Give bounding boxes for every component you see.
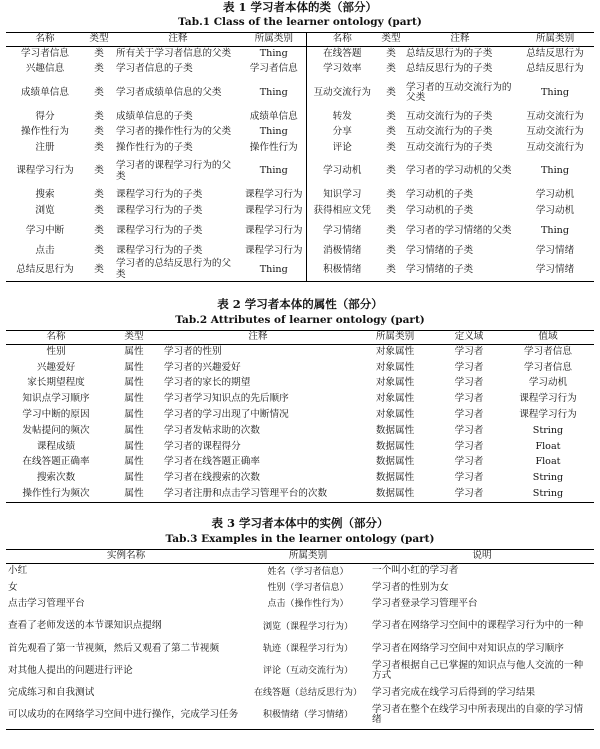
table3-cell: 评论（互动交流行为） (262, 666, 353, 677)
table2-col-header: 值域 (502, 331, 594, 345)
table2-cell: 学习者信息 (524, 346, 572, 358)
table1-cell: 类 (386, 245, 396, 257)
table1-cell: 类 (94, 141, 104, 153)
table3-cell: 轨迹（课程学习行为） (262, 643, 353, 654)
table1-cell: 课程学习行为 (242, 188, 306, 204)
table1-row (6, 46, 594, 62)
table1-cell: 学习效率 (323, 63, 362, 75)
table3-header (6, 550, 594, 564)
table1-cell: 类 (386, 126, 396, 138)
table1-cell: 类 (94, 245, 104, 257)
table2-cell: 学习者 (454, 393, 484, 405)
table2-col-header: 所属类别 (354, 331, 436, 345)
table1-cell: 学习者信息的子类 (116, 63, 193, 75)
table1-cell: Thing (242, 259, 306, 281)
table3-cell: 积极情绪（学习情绪） (246, 702, 370, 730)
table1-cell: 学习动机的子类 (406, 204, 474, 216)
table1-col-header: 类型 (378, 33, 404, 47)
table3-body (6, 563, 594, 730)
table1-row (6, 259, 594, 281)
table2-cell: 对象属性 (375, 393, 415, 405)
table1-cell: 成绩单信息 (21, 86, 69, 98)
table2-cell: 学习者 (454, 424, 484, 436)
table1-col-header: 名称 (306, 33, 378, 47)
table3-cell: 对其他人提出的问题进行评论 (8, 664, 133, 676)
table3-cell: 首先观看了第一节视频，然后又观看了第二节视频 (8, 642, 220, 654)
table2-row (6, 423, 594, 439)
table2-cell: 性别 (46, 346, 66, 358)
table2-cell: 学习者在线答题正确率 (164, 456, 260, 468)
table1-cell: 类 (386, 165, 396, 177)
table1-cell: 总结反思行为 (526, 47, 584, 59)
table1-cell: 类 (386, 224, 396, 236)
table1-cell: 课程学习行为 (242, 219, 306, 244)
table2-cell: 学习者在线搜索的次数 (164, 472, 260, 484)
table2-cell: 对象属性 (375, 377, 415, 389)
table2-cell: 课程学习行为 (519, 408, 577, 420)
table2-col-header: 名称 (6, 331, 106, 345)
table1-col-header: 所属类别 (242, 33, 306, 47)
table2-cell: 学习者 (454, 456, 484, 468)
table3-cell: 浏览（课程学习行为） (262, 621, 353, 632)
table2-cell: String (532, 472, 564, 484)
table3-cell: 点击（操作性行为） (267, 599, 349, 610)
table1-cell: 学习者成绩单信息的父类 (116, 86, 222, 98)
table1-row (6, 244, 594, 260)
table3-row (6, 580, 594, 597)
table2-cell: 属性 (124, 393, 144, 405)
table1-cell: 操作性行为 (242, 140, 306, 156)
table2-cell: 发帖提问的频次 (22, 424, 90, 436)
table1-cell: 学习者信息 (242, 62, 306, 78)
table1-cell: 获得相应文凭 (313, 204, 372, 216)
table1-cell: Thing (242, 156, 306, 188)
table1-cell: 类 (94, 204, 104, 216)
table2-row (6, 455, 594, 471)
table1-cell: 操作性行为的子类 (116, 141, 193, 153)
table1-cell: 互动交流行为 (526, 141, 584, 153)
table2-cell: 学习者信息 (524, 361, 572, 373)
table2-cell: 属性 (124, 346, 144, 358)
table2-cell: 学习者的家长的期望 (164, 377, 251, 389)
table1-cell: 类 (386, 204, 396, 216)
table1-cell: 所有关于学习者信息的父类 (116, 47, 232, 59)
table2-cell: 学习者的学习出现了中断情况 (164, 408, 289, 420)
table1-title-zh: 表 1 学习者本体的类（部分） (222, 0, 377, 14)
table2-title-zh: 表 2 学习者本体的属性（部分） (217, 297, 383, 311)
table2-cell: 属性 (124, 440, 144, 452)
table3-cell: 完成练习和自我测试 (8, 687, 95, 699)
table2-cell: 属性 (124, 472, 144, 484)
table1-cell: 类 (386, 189, 396, 201)
table1-cell: 学习情绪 (535, 245, 575, 257)
table1-cell: 课程学习行为的子类 (116, 204, 203, 216)
table1 (6, 32, 594, 282)
table2-cell: 课程成绩 (36, 440, 76, 452)
table1-cell: 总结反思行为 (6, 259, 84, 281)
table1-cell: 学习者的课程学习行为的父类 (116, 160, 232, 182)
table1-cell: Thing (242, 125, 306, 141)
table2-cell: 属性 (124, 377, 144, 389)
table1-cell: 互动交流行为 (313, 86, 372, 98)
table1-cell: Thing (541, 165, 569, 177)
table2-body (6, 344, 594, 502)
table1-row (6, 77, 594, 109)
table2-cell: 属性 (106, 486, 162, 502)
table1-title-en: Tab.1 Class of the learner ontology (part) (178, 16, 422, 28)
table3-cell: 在线答题（总结反思行为） (253, 688, 362, 699)
table2-row (6, 344, 594, 360)
table1-col-header: 名称 (6, 33, 84, 47)
table3-cell: 学习者的性别为女 (372, 581, 449, 593)
table3-cell: 性别（学习者信息） (267, 582, 349, 593)
table2-cell: String (502, 486, 594, 502)
table2-row (6, 407, 594, 423)
table2-row (6, 471, 594, 487)
table1-cell: 操作性行为 (21, 126, 69, 138)
table3-cell: 可以成功的在网络学习空间中进行操作，完成学习任务 (6, 702, 246, 730)
table2-cell: 家长期望程度 (27, 377, 85, 389)
table1-cell: 积极情绪 (306, 259, 378, 281)
table3-title-zh: 表 3 学习者本体中的实例（部分） (211, 516, 389, 530)
table1-header (6, 33, 594, 47)
table1-body (6, 46, 594, 281)
table1-row (6, 156, 594, 188)
table2-cell: String (532, 424, 564, 436)
table2-row (6, 376, 594, 392)
table1-cell: 注册 (35, 141, 55, 153)
table1-cell: 学习情绪的子类 (404, 259, 516, 281)
table2-cell: 在线答题正确率 (22, 456, 90, 468)
table1-cell: Thing (242, 46, 306, 62)
table1-cell: 类 (386, 141, 396, 153)
table3-cell: 查看了老师发送的本节课知识点提纲 (8, 620, 162, 632)
table2-cell: 学习者的兴趣爱好 (164, 361, 241, 373)
table1-cell: 互动交流行为的子类 (406, 126, 493, 138)
table1-cell: 总结反思行为 (526, 63, 584, 75)
table2-cell: 学习动机 (528, 377, 568, 389)
table2-cell: 属性 (124, 424, 144, 436)
table3-cell: 学习者完成在线学习后得到的学习结果 (372, 687, 536, 699)
table1-cell: 学习者的操作性行为的父类 (116, 126, 232, 138)
table2-cell: 学习者发帖求助的次数 (164, 424, 260, 436)
table2-cell: 学习中断的原因 (22, 408, 90, 420)
table1-cell: 学习者的学习动机的父类 (406, 165, 512, 177)
table1-cell: 学习动机的子类 (406, 189, 474, 201)
table3-cell: 学习者在整个在线学习中所表现出的自豪的学习情绪 (370, 702, 594, 730)
table1-cell: 类 (94, 86, 104, 98)
table1-cell: 类 (386, 110, 396, 122)
table2-row (6, 392, 594, 408)
table3-cell: 女 (8, 581, 18, 593)
table1-cell: 类 (94, 110, 104, 122)
table3-row (6, 685, 594, 702)
table2-cell: 学习者的课程得分 (164, 440, 241, 452)
table3-title-en: Tab.3 Examples in the learner ontology (part) (165, 533, 435, 545)
table1-cell: 点击 (35, 245, 55, 257)
table1-cell: 类 (386, 63, 396, 75)
table2-cell: 学习者 (436, 486, 502, 502)
table3-cell: 一个叫小红的学习者 (372, 565, 459, 577)
table2-cell: 数据属性 (375, 472, 415, 484)
table3-cell: 点击学习管理平台 (8, 598, 85, 610)
table1-cell: 兴趣信息 (25, 63, 65, 75)
table2-row (6, 486, 594, 502)
table1-cell: 类 (94, 224, 104, 236)
table3-row (6, 563, 594, 580)
table2-cell: 属性 (124, 456, 144, 468)
table1-cell: 学习者的总结反思行为的父类 (114, 259, 242, 281)
table1-cell: 课程学习行为 (242, 244, 306, 260)
table2 (6, 330, 594, 503)
table1-cell: 总结反思行为的子类 (406, 47, 493, 59)
table1-cell: 类 (94, 47, 104, 59)
table1-cell: 学习动机 (535, 204, 575, 216)
table2-cell: 学习者 (454, 408, 484, 420)
table1-row (6, 109, 594, 125)
table1-row (6, 62, 594, 78)
table2-col-header: 定义域 (436, 331, 502, 345)
table1-cell: 学习动机 (535, 189, 575, 201)
table2-cell: 学习者的性别 (164, 346, 222, 358)
table1-cell: 学习中断 (25, 224, 65, 236)
table1-cell: 类 (94, 126, 104, 138)
table1-cell: 课程学习行为的子类 (116, 189, 203, 201)
table1-cell: 分享 (332, 126, 352, 138)
table3-cell: 学习者登录学习管理平台 (372, 598, 478, 610)
table1-row (6, 125, 594, 141)
table1-cell: 浏览 (35, 204, 55, 216)
table3-cell: 学习者在网络学习空间中对知识点的学习顺序 (372, 642, 564, 654)
table2-header (6, 331, 594, 345)
table1-cell: 消极情绪 (323, 245, 362, 257)
table1-cell: 类 (378, 259, 404, 281)
table1-cell: 课程学习行为 (16, 165, 74, 177)
table1-row (6, 203, 594, 219)
table1-cell: 得分 (35, 110, 55, 122)
table2-cell: 搜索次数 (36, 472, 76, 484)
table2-cell: 操作性行为频次 (6, 486, 106, 502)
table2-cell: Float (535, 440, 561, 452)
table3-row (6, 641, 594, 658)
table1-cell: 学习者的学习情绪的父类 (406, 224, 512, 236)
table1-cell: 互动交流行为 (526, 126, 584, 138)
table1-cell: 互动交流行为 (526, 110, 584, 122)
table1-col-header: 类型 (84, 33, 114, 47)
table3-cell: 学习者根据自己已掌握的知识点与他人交流的一种方式 (372, 659, 584, 682)
table1-cell: 评论 (332, 141, 352, 153)
table1-cell: 成绩单信息的子类 (116, 110, 193, 122)
table1-cell: 类 (94, 165, 104, 177)
table1-col-header: 注释 (114, 33, 242, 47)
table2-cell: Float (535, 456, 561, 468)
table1-cell: 类 (386, 86, 396, 98)
table1-col-header: 所属类别 (516, 33, 594, 47)
table3-cell: 小红 (8, 565, 28, 577)
table2-title-en: Tab.2 Attributes of learner ontology (part) (175, 314, 425, 326)
table1-cell: 类 (94, 63, 104, 75)
table1-cell: Thing (541, 224, 569, 236)
table1-cell: 课程学习行为 (242, 203, 306, 219)
table2-cell: 对象属性 (375, 346, 415, 358)
table3-row (6, 613, 594, 641)
table2-cell: 属性 (124, 361, 144, 373)
table1-cell: 转发 (332, 110, 352, 122)
table2-cell: 学习者注册和点击学习管理平台的次数 (162, 486, 354, 502)
table2-cell: 学习者 (454, 377, 484, 389)
table3-cell: 学习者在网络学习空间中的课程学习行为中的一种 (372, 620, 584, 632)
table2-row (6, 439, 594, 455)
table1-cell: 在线答题 (323, 47, 362, 59)
table1-cell: 课程学习行为的子类 (116, 224, 203, 236)
table1-cell: 搜索 (35, 189, 55, 201)
table3-cell: 姓名（学习者信息） (267, 566, 349, 577)
table3-row (6, 596, 594, 613)
table1-cell: 成绩单信息 (242, 109, 306, 125)
table3-col-header: 所属类别 (246, 550, 370, 564)
table1-row (6, 188, 594, 204)
table1-cell: 学习者信息 (21, 47, 69, 59)
table3-col-header: 实例名称 (6, 550, 246, 564)
table2-cell: 学习者 (454, 472, 484, 484)
table2-cell: 数据属性 (375, 440, 415, 452)
table2-col-header: 注释 (162, 331, 354, 345)
table2-row (6, 360, 594, 376)
table1-cell: Thing (541, 86, 569, 98)
table1-cell: Thing (242, 77, 306, 109)
table1-cell: 学习动机 (323, 165, 362, 177)
table1-cell: 类 (84, 259, 114, 281)
table1-cell: 学习情绪 (516, 259, 594, 281)
table3 (6, 549, 594, 730)
table1-cell: 课程学习行为的子类 (116, 245, 203, 257)
table2-cell: 学习者 (454, 346, 484, 358)
table2-col-header: 类型 (106, 331, 162, 345)
table1-cell: 学习情绪 (323, 224, 362, 236)
table2-cell: 课程学习行为 (519, 393, 577, 405)
table3-row (6, 702, 594, 730)
table2-cell: 数据属性 (375, 456, 415, 468)
table1-cell: 知识学习 (323, 189, 362, 201)
table2-cell: 兴趣爱好 (36, 361, 76, 373)
table2-cell: 数据属性 (354, 486, 436, 502)
table2-cell: 学习者学习知识点的先后顺序 (164, 393, 289, 405)
table2-cell: 学习者 (454, 440, 484, 452)
table1-cell: 互动交流行为的子类 (406, 110, 493, 122)
table1-cell: 互动交流行为的子类 (406, 141, 493, 153)
table2-cell: 对象属性 (375, 408, 415, 420)
table3-row (6, 657, 594, 685)
table2-cell: 数据属性 (375, 424, 415, 436)
table2-cell: 知识点学习顺序 (22, 393, 90, 405)
table1-cell: 类 (386, 47, 396, 59)
table1-col-header: 注释 (404, 33, 516, 47)
table3-col-header: 说明 (370, 550, 594, 564)
table1-row (6, 140, 594, 156)
table2-cell: 学习者 (454, 361, 484, 373)
table1-cell: 学习情绪的子类 (406, 245, 474, 257)
table1-cell: 总结反思行为的子类 (406, 63, 493, 75)
table2-cell: 对象属性 (375, 361, 415, 373)
table1-cell: 学习者的互动交流行为的父类 (406, 81, 512, 104)
table1-cell: 类 (94, 189, 104, 201)
table2-cell: 属性 (124, 408, 144, 420)
table1-row (6, 219, 594, 244)
